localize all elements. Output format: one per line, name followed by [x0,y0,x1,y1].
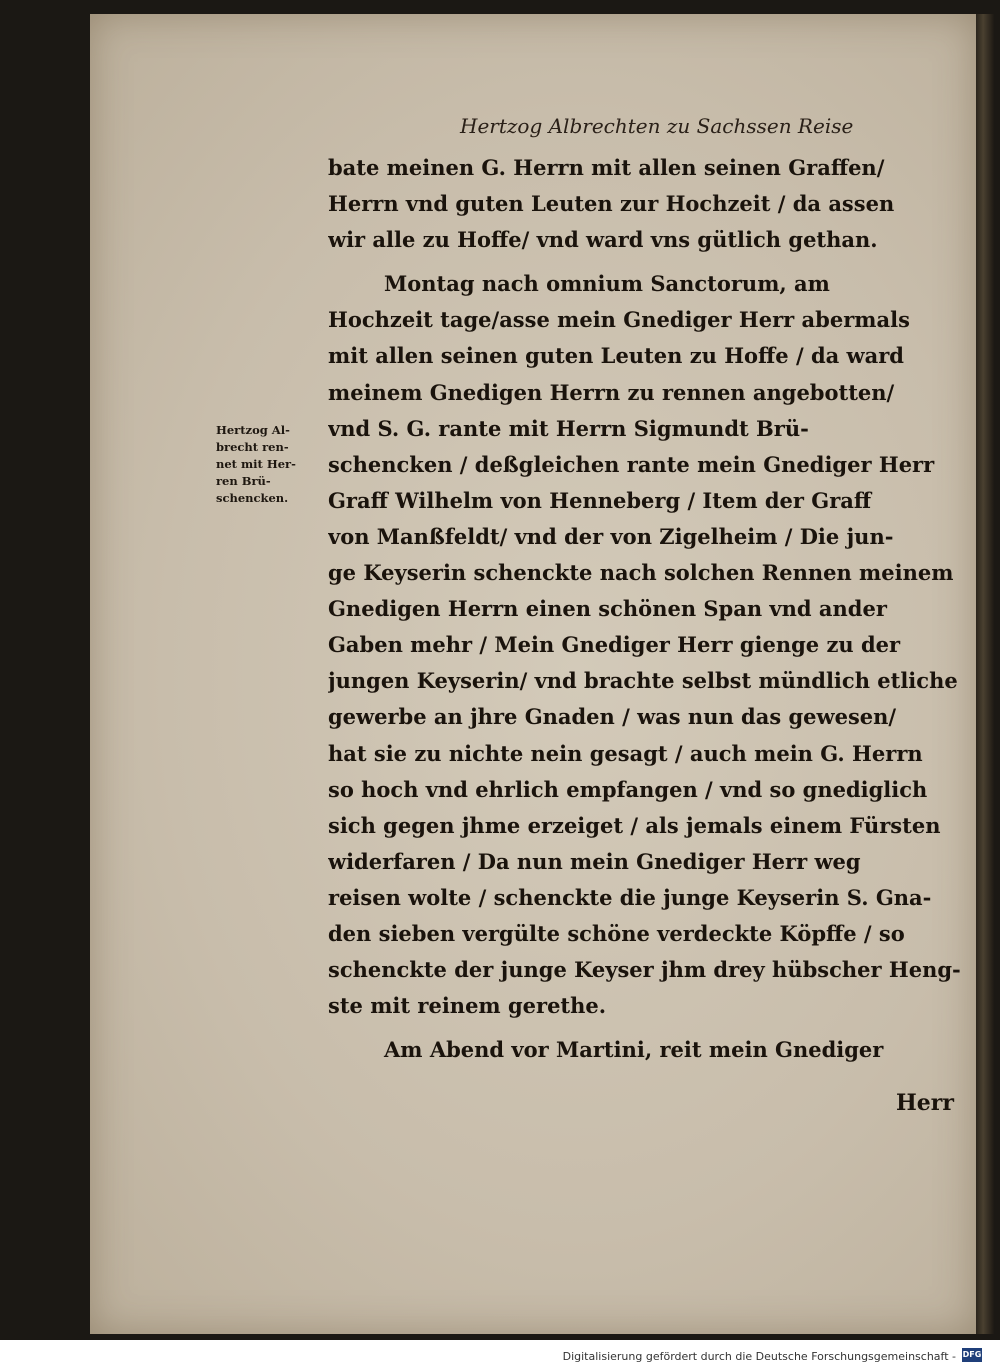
text-line: mit allen seinen guten Leuten zu Hoffe / da ward [328,343,904,369]
text-line: ge Keyserin schenckte nach solchen Rennen meinem [328,560,954,586]
marginal-note [216,422,324,507]
text-line: gewerbe an jhre Gnaden / was nun das gewesen/ [328,704,897,730]
text-line: sich gegen jhme erzeiget / als jemals einem Fürsten [328,812,941,838]
text-line: Hochzeit tage/asse mein Gnediger Herr abermals [328,307,910,333]
text-line: Gnedigen Herrn einen schönen Span vnd ander [328,596,887,622]
body-text [328,150,964,1068]
text-line: vnd S. G. rante mit Herrn Sigmundt Brü- [328,415,809,441]
catchword: Herr [896,1090,954,1116]
text-line: Herrn vnd guten Leuten zur Hochzeit / da assen [328,191,895,217]
paragraph-gap [328,258,964,266]
text-line: von Manßfeldt/ vnd der von Zigelheim / Die jun- [328,523,894,549]
dfg-logo: DFG [962,1348,982,1362]
text-line: jungen Keyserin/ vnd brachte selbst mündlich etliche [328,668,958,694]
marginal-note-line: brecht ren- [216,440,289,454]
text-line: Montag nach omnium Sanctorum, am [384,271,830,297]
marginal-note-line: ren Brü- [216,474,271,488]
text-line: reisen wolte / schenckte die junge Keyserin S. Gna- [328,884,932,910]
text-line: ste mit reinem gerethe. [328,993,607,1019]
footer-credit: Digitalisierung gefördert durch die Deutsche Forschungsgemeinschaft - [562,1350,956,1363]
text-line: den sieben vergülte schöne verdeckte Köpffe / so [328,920,905,946]
text-line: meinem Gnedigen Herrn zu rennen angebotten/ [328,379,895,405]
marginal-note-line: Hertzog Al- [216,423,290,437]
running-head: Hertzog Albrechten zu Sachssen Reise [460,114,854,138]
text-line: schenckte der junge Keyser jhm drey hübscher Heng- [328,957,961,983]
text-line: Graff Wilhelm von Henneberg / Item der Graff [328,487,872,513]
text-line: schencken / deßgleichen rante mein Gnediger Herr [328,451,935,477]
text-line: Am Abend vor Martini, reit mein Gnediger [384,1037,884,1063]
marginal-note-line: net mit Her- [216,457,296,471]
text-line: hat sie zu nichte nein gesagt / auch mein G. Herrn [328,740,923,766]
text-line: so hoch vnd ehrlich empfangen / vnd so gnediglich [328,776,928,802]
text-line: Gaben mehr / Mein Gnediger Herr gienge zu der [328,632,901,658]
text-line: widerfaren / Da nun mein Gnediger Herr weg [328,848,861,874]
paragraph-gap [328,1024,964,1032]
text-line: bate meinen G. Herrn mit allen seinen Graffen/ [328,155,885,180]
book-spine-edge [976,14,994,1334]
marginal-note-line: schencken. [216,491,289,505]
text-line: wir alle zu Hoffe/ vnd ward vns gütlich gethan. [328,227,878,253]
